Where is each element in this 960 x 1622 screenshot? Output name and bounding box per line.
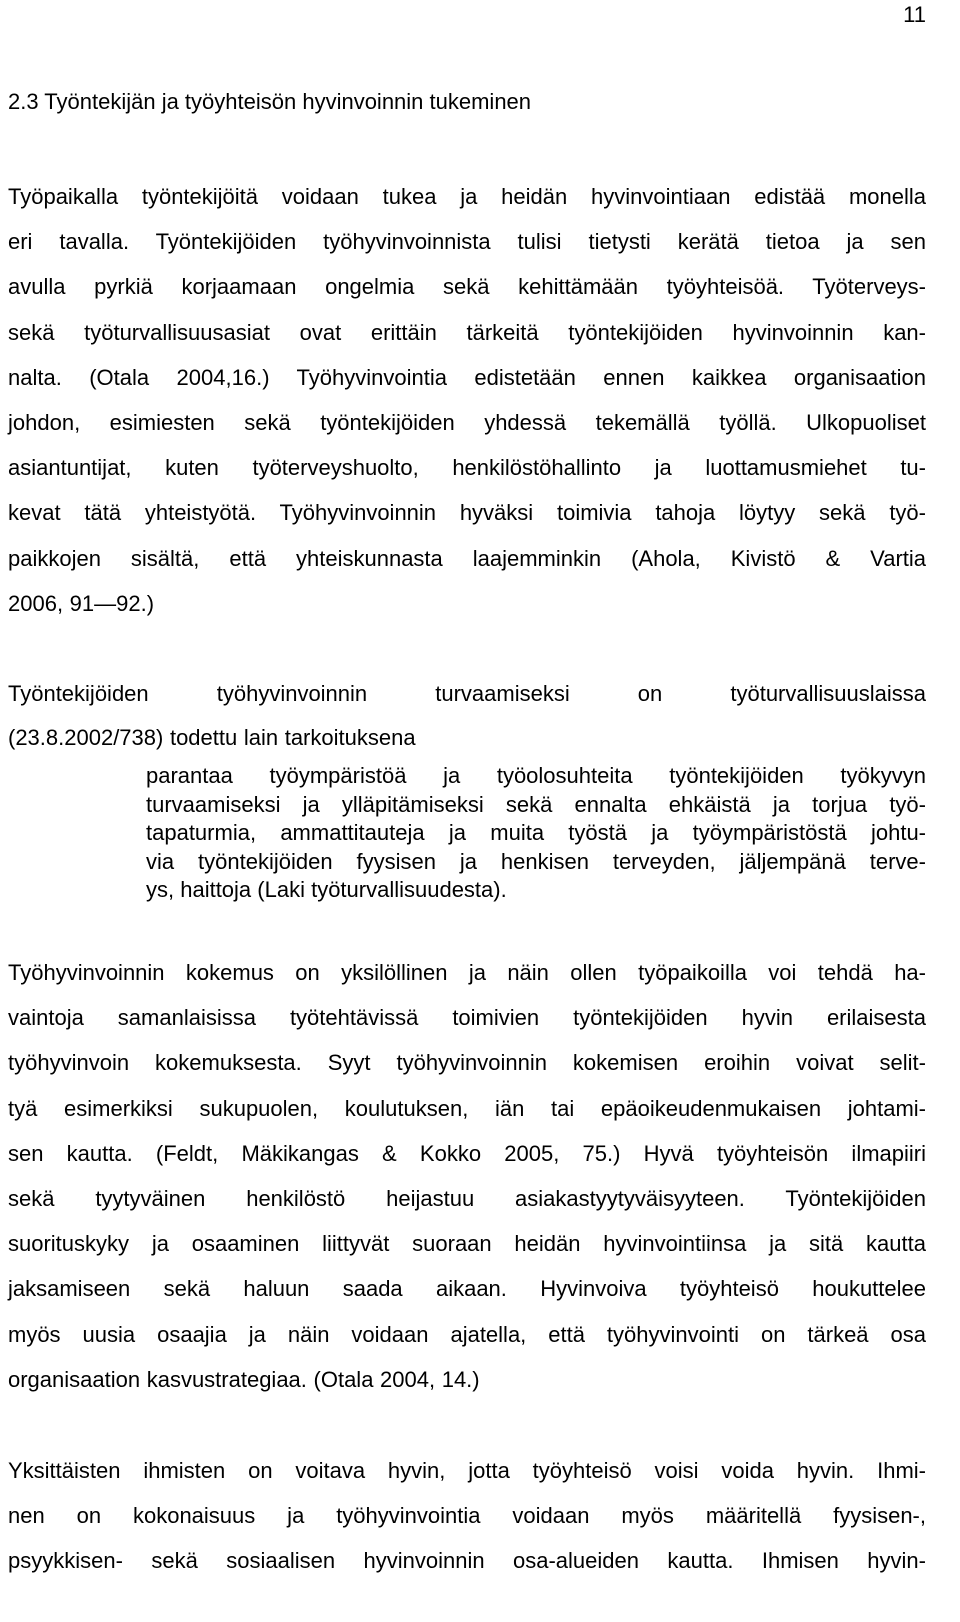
text-line: organisaation kasvustrategiaa. (Otala 2004, 14.) (8, 1366, 480, 1392)
text-line: psyykkisen- sekä sosiaalisen hyvinvoinnin osa-alueiden kautta. Ihmisen hyvin- (8, 1548, 926, 1574)
text-line: avulla pyrkiä korjaamaan ongelmia sekä kehittämään työyhteisöä. Työterveys- (8, 274, 926, 300)
text-line: vaintoja samanlaisissa työtehtävissä toimivien työntekijöiden hyvin erilaisesta (8, 1005, 926, 1031)
body-paragraph-3 (8, 950, 926, 1402)
text-line: eri tavalla. Työntekijöiden työhyvinvoinnista tulisi tietysti kerätä tietoa ja sen (8, 229, 926, 255)
text-line: työhyvinvoin kokemuksesta. Syyt työhyvinvoinnin kokemisen eroihin voivat selit- (8, 1050, 926, 1076)
quote-line: parantaa työympäristöä ja työolosuhteita työntekijöiden työkyvyn (146, 763, 926, 788)
text-line: johdon, esimiesten sekä työntekijöiden yhdessä tekemällä työllä. Ulkopuoliset (8, 410, 926, 436)
text-line: kevat tätä yhteistyötä. Työhyvinvoinnin hyväksi toimivia tahoja löytyy sekä työ- (8, 500, 926, 526)
page-number: 11 (903, 2, 926, 27)
text-line: Yksittäisten ihmisten on voitava hyvin, jotta työyhteisö voisi voida hyvin. Ihmi- (8, 1458, 926, 1483)
body-paragraph-1 (8, 174, 926, 626)
text-line: sen kautta. (Feldt, Mäkikangas & Kokko 2005, 75.) Hyvä työyhteisön ilmapiiri (8, 1140, 926, 1166)
text-line: myös uusia osaajia ja näin voidaan ajatella, että työhyvinvointi on tärkeä osa (8, 1321, 926, 1347)
section-heading: 2.3 Työntekijän ja työyhteisön hyvinvoinnin tukeminen (8, 89, 532, 114)
text-line: nen on kokonaisuus ja työhyvinvointia voidaan myös määritellä fyysisen-, (8, 1503, 926, 1529)
text-line: Työpaikalla työntekijöitä voidaan tukea ja heidän hyvinvointiaan edistää monella (8, 184, 926, 209)
text-line: tyä esimerkiksi sukupuolen, koulutuksen, iän tai epäoikeudenmukaisen johtami- (8, 1095, 926, 1121)
quote-line: ys, haittoja (Laki työturvallisuudesta). (146, 877, 507, 902)
text-line: jaksamiseen sekä haluun saada aikaan. Hyvinvoiva työyhteisö houkuttelee (8, 1276, 926, 1302)
text-line: nalta. (Otala 2004,16.) Työhyvinvointia edistetään ennen kaikkea organisaation (8, 364, 926, 390)
quote-line: via työntekijöiden fyysisen ja henkisen terveyden, jäljempänä terve- (146, 848, 926, 874)
text-line: (23.8.2002/738) todettu lain tarkoituksena (8, 725, 416, 750)
body-paragraph-2 (8, 672, 926, 760)
text-line: sekä työturvallisuusasiat ovat erittäin tärkeitä työntekijöiden hyvinvoinnin kan- (8, 319, 926, 345)
text-line: 2006, 91—92.) (8, 590, 155, 616)
text-line: Työhyvinvoinnin kokemus on yksilöllinen ja näin ollen työpaikoilla voi tehdä ha- (8, 960, 926, 985)
text-line: suorituskyky ja osaaminen liittyvät suoraan heidän hyvinvointiinsa ja sitä kautta (8, 1231, 926, 1257)
text-line: Työntekijöiden työhyvinvoinnin turvaamiseksi on työturvallisuuslaissa (8, 681, 926, 706)
text-line: asiantuntijat, kuten työterveyshuolto, henkilöstöhallinto ja luottamusmiehet tu- (8, 455, 926, 481)
block-quote (146, 762, 926, 905)
body-paragraph-4 (8, 1448, 926, 1584)
text-line: sekä tyytyväinen henkilöstö heijastuu asiakastyytyväisyyteen. Työntekijöiden (8, 1186, 926, 1212)
text-line: paikkojen sisältä, että yhteiskunnasta laajemminkin (Ahola, Kivistö & Vartia (8, 545, 926, 571)
quote-line: turvaamiseksi ja ylläpitämiseksi sekä ennalta ehkäistä ja torjua työ- (146, 791, 926, 817)
quote-line: tapaturmia, ammattitauteja ja muita työstä ja työympäristöstä johtu- (146, 820, 926, 845)
